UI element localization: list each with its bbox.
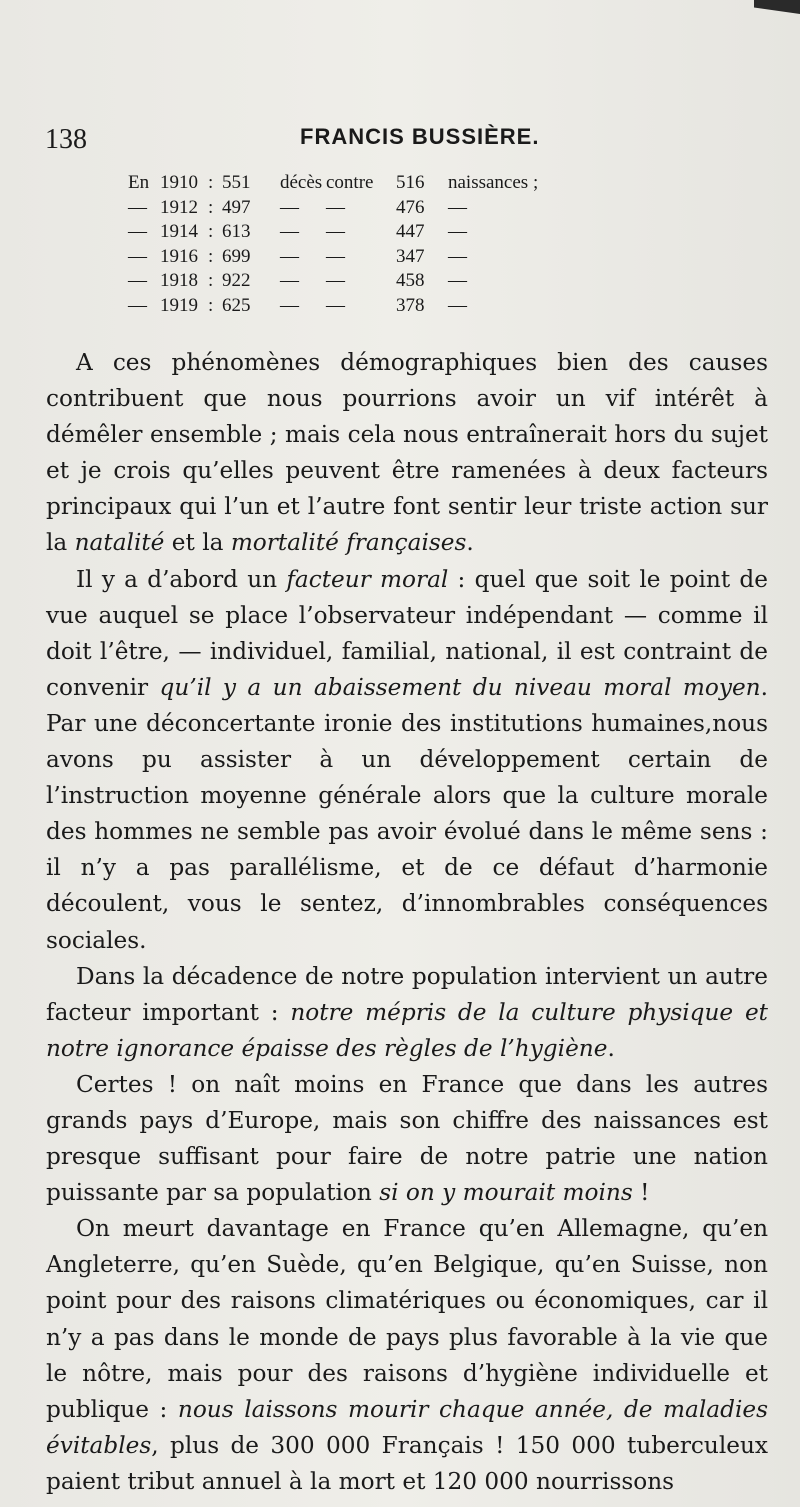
stat-label-deaths: —: [280, 196, 299, 218]
stat-year: 1912: [160, 196, 198, 218]
text-run: , plus de 300 000 Français ! 150 000 tuberculeux paient tribut annuel à la mort et 120 000 nourrissons: [46, 1431, 768, 1495]
stat-label-deaths: —: [280, 294, 299, 316]
stat-lead: —: [128, 196, 147, 218]
stat-deaths: 551: [222, 172, 251, 193]
text-run: Il y a d’abord un: [76, 565, 287, 593]
text-run: !: [632, 1179, 650, 1207]
stat-births: 447: [396, 221, 425, 242]
stat-births: 476: [396, 196, 425, 218]
stat-row: [118, 270, 638, 295]
page-corner-shadow: [754, 0, 800, 14]
text-run: Certes ! on naît moins en France que dans les autres grands pays d’Europe, mais son chiffre des naissances est presque suffisant pour faire de notre patrie une nation puissante par sa population: [46, 1070, 768, 1207]
page-number: 138: [45, 124, 87, 155]
stat-label-deaths: —: [280, 245, 299, 267]
stat-lead: —: [128, 270, 147, 291]
stat-separator: :: [208, 245, 214, 267]
stat-separator: :: [208, 294, 214, 316]
stat-lead: En: [128, 172, 150, 193]
stat-label-versus: —: [326, 196, 345, 218]
text-run: On meurt davantage en France qu’en Allemagne, qu’en Angleterre, qu’en Suède, qu’en Belgique, qu’en Suisse, non point pour des raisons climatériques ou économiques, car il n’y a pas dans le monde de pays plus favorable à la vie que le nôtre, mais pour des raisons d’hygiène individuelle et publique :: [46, 1215, 768, 1423]
stat-lead: —: [128, 221, 147, 242]
text-run: Dans la décadence de notre population intervient un autre facteur important :: [46, 962, 768, 1026]
stat-deaths: 922: [222, 270, 251, 291]
italic-run: qu’il y a un abaissement du niveau moral moyen: [159, 673, 761, 701]
paragraph: [46, 1211, 768, 1500]
stat-label-births: —: [448, 270, 467, 291]
text-run: et la: [164, 529, 231, 557]
stat-births: 458: [396, 270, 425, 291]
text-run: .: [607, 1034, 615, 1062]
stat-births: 378: [396, 294, 425, 316]
stat-row: [118, 295, 638, 320]
paragraph: [46, 959, 768, 1067]
text-run: . Par une déconcertante ironie des institutions humaines,nous avons pu assister à un développement certain de l’instruction moyenne générale alors que la culture morale des hommes ne semble pas avoir évolué dans le même sens : il n’y a pas parallélisme, et de ce défaut d’harmonie découlent, vous le sentez, d’innombrables conséquences sociales.: [46, 673, 768, 954]
stat-deaths: 625: [222, 294, 251, 316]
stat-deaths: 613: [222, 221, 251, 242]
stat-year: 1914: [160, 221, 198, 242]
stat-births: 347: [396, 245, 425, 267]
stat-row: [118, 221, 638, 246]
text-run: : quel que soit le point de vue auquel se place l’observateur indépendant — comme il doit l’être, — individuel, familial, national, il est contraint de convenir: [46, 565, 768, 701]
stat-lead: —: [128, 245, 147, 267]
stat-separator: :: [208, 270, 214, 291]
stat-label-versus: —: [326, 294, 345, 316]
stat-year: 1916: [160, 245, 198, 267]
paragraph: [46, 562, 768, 959]
stat-row: [118, 172, 638, 197]
italic-run: si on y mourait moins: [379, 1179, 633, 1207]
stat-label-versus: —: [326, 270, 345, 291]
body-text: [46, 345, 768, 1500]
italic-run: facteur moral: [286, 565, 449, 593]
stat-separator: :: [208, 172, 214, 193]
text-run: A ces phénomènes démographiques bien des causes contribuent que nous pourrions avoir un vif intérêt à démêler ensemble ; mais cela nous entraînerait hors du sujet et je crois qu’elles peuvent être ramenées à deux facteurs principaux qui l’un et l’autre font sentir leur triste action sur la: [46, 349, 768, 557]
stat-separator: :: [208, 196, 214, 218]
stat-label-deaths: décès: [280, 172, 323, 193]
stat-label-versus: —: [326, 221, 345, 242]
italic-run: notre mépris de la culture physique et notre ignorance épaisse des règles de l’hygiène: [46, 998, 768, 1062]
stat-year: 1919: [160, 294, 198, 316]
stat-label-deaths: —: [280, 270, 299, 291]
stat-label-births: —: [448, 294, 467, 316]
stat-label-births: —: [448, 245, 467, 267]
italic-run: nous laissons mourir chaque année, de maladies évitables: [46, 1395, 768, 1459]
stat-lead: —: [128, 294, 147, 316]
stat-births: 516: [396, 172, 425, 193]
stat-label-births: —: [448, 196, 467, 218]
stat-year: 1918: [160, 270, 198, 291]
stat-row: [118, 246, 638, 271]
statistics-table: [118, 172, 638, 319]
page-header: [45, 118, 765, 158]
stat-label-births: naissances ;: [448, 172, 539, 193]
running-head: FRANCIS BUSSIÈRE.: [300, 124, 540, 149]
stat-row: [118, 197, 638, 222]
italic-run: natalité: [74, 529, 165, 557]
paragraph: [46, 345, 768, 562]
stat-label-births: —: [448, 221, 467, 242]
stat-separator: :: [208, 221, 214, 242]
stat-label-deaths: —: [280, 221, 299, 242]
stat-deaths: 497: [222, 196, 251, 218]
stat-year: 1910: [160, 172, 198, 193]
italic-run: mortalité françaises: [230, 529, 467, 557]
stat-label-versus: —: [326, 245, 345, 267]
stat-deaths: 699: [222, 245, 251, 267]
stat-label-versus: contre: [326, 172, 374, 193]
paragraph: [46, 1067, 768, 1211]
text-run: .: [466, 529, 474, 557]
